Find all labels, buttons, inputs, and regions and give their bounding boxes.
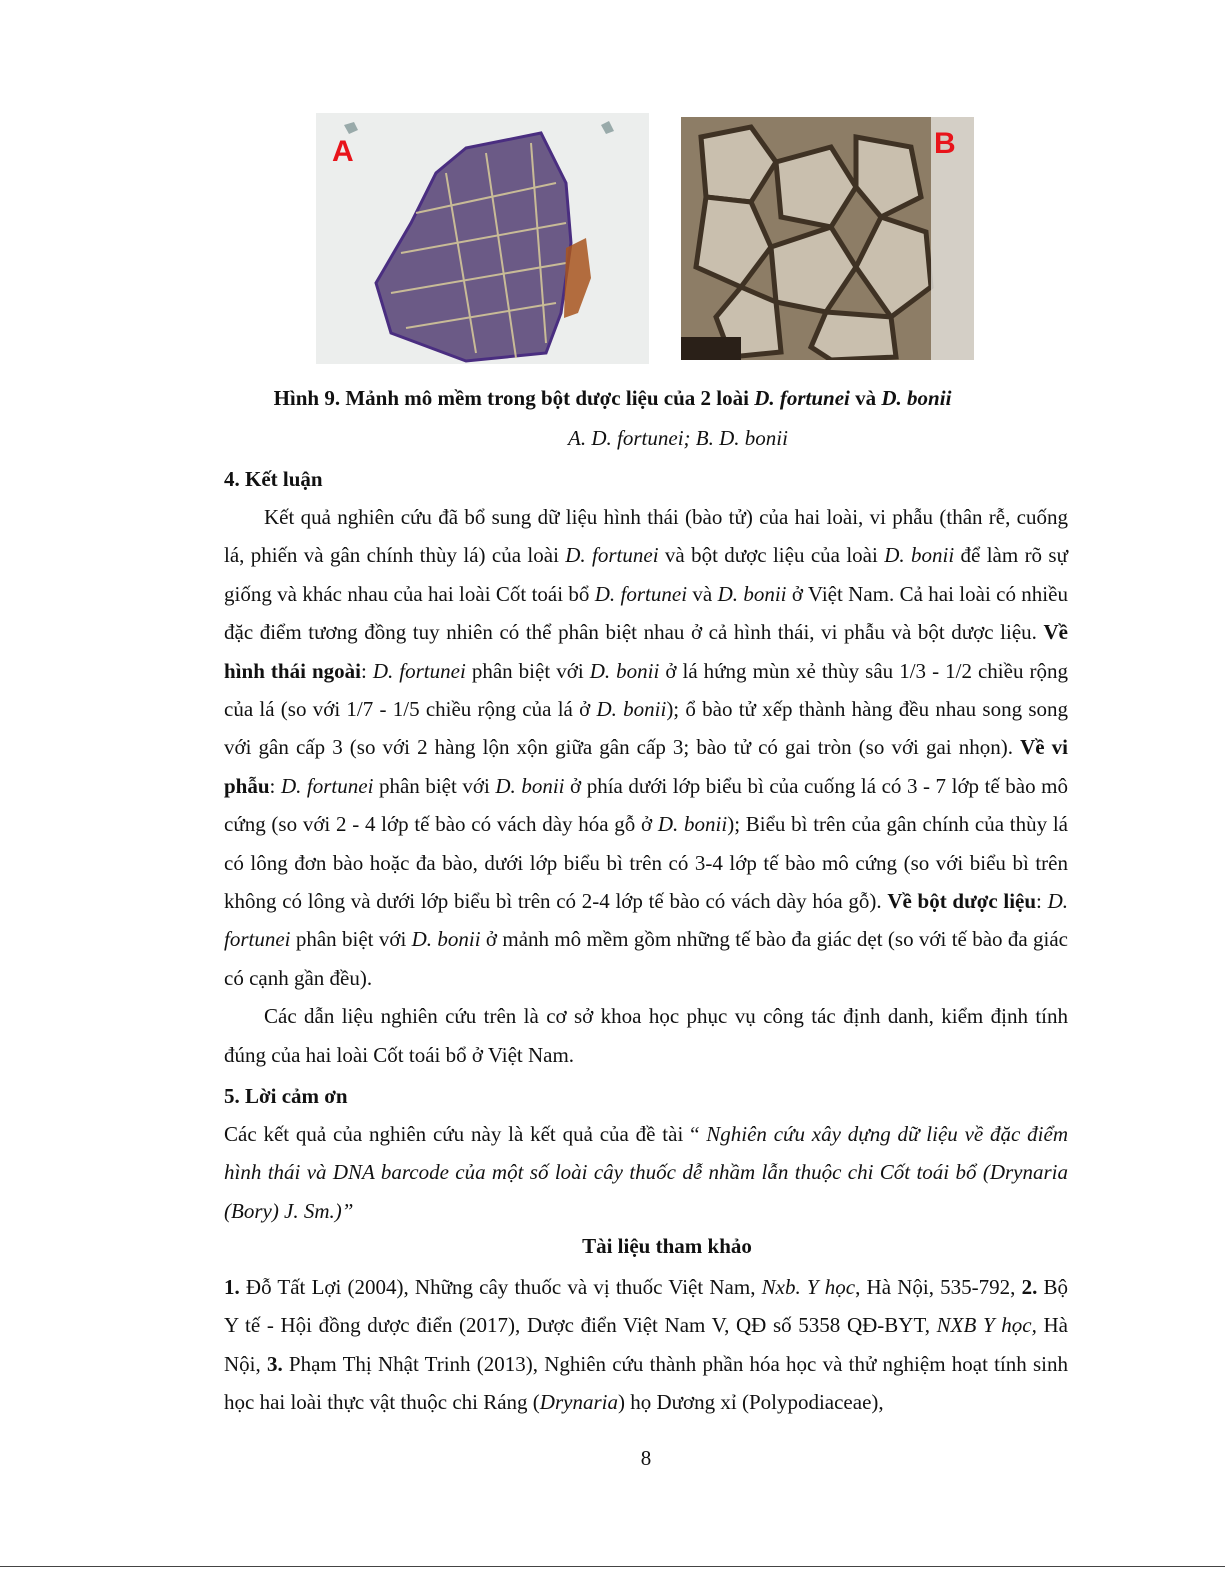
section-5-body: Các kết quả của nghiên cứu này là kết quả của đề tài “ Nghiên cứu xây dựng dữ liệu về đặc điểm hình thái và DNA barcode của một số loài cây thuốc dễ nhầm lẫn thuộc chi Cốt toái bổ (Drynaria (Bory) J. Sm.)”	[224, 1122, 1068, 1223]
figure-9	[0, 113, 1225, 365]
section-4-body: Kết quả nghiên cứu đã bổ sung dữ liệu hình thái (bào tử) của hai loài, vi phẫu (thân rễ, cuống lá, phiến và gân chính thùy lá) của loài D. fortunei và bột dược liệu của loài D. bonii để làm rõ sự giống và khác nhau của hai loài Cốt toái bổ D. fortunei và D. bonii ở Việt Nam. Cả hai loài có nhiều đặc điểm tương đồng tuy nhiên có thể phân biệt nhau ở cả hình thái, vi phẫu và bột dược liệu. Về hình thái ngoài: D. fortunei phân biệt với D. bonii ở lá hứng mùn xẻ thùy sâu 1/3 - 1/2 chiều rộng của lá (so với 1/7 - 1/5 chiều rộng của lá ở D. bonii); ổ bào tử xếp thành hàng đều nhau song song với gân cấp 3 (so với 2 hàng lộn xộn giữa gân cấp 3; bào tử có gai tròn (so với gai nhọn). Về vi phẫu: D. fortunei phân biệt với D. bonii ở phía dưới lớp biểu bì của cuống lá có 3 - 7 lớp tế bào mô cứng (so với 2 - 4 lớp tế bào có vách dày hóa gỗ ở D. bonii); Biểu bì trên của gân chính của thùy lá có lông đơn bào hoặc đa bào, dưới lớp biểu bì trên có 3-4 lớp tế bào mô cứng (so với biểu bì trên không có lông và dưới lớp biểu bì trên có 2-4 lớp tế bào có vách dày hóa gỗ). Về bột dược liệu: D. fortunei phân biệt với D. bonii ở mảnh mô mềm gồm những tế bào đa giác dẹt (so với tế bào đa giác có cạnh gần đều). Các dẫn liệu nghiên cứu trên là cơ sở khoa học phục vụ công tác định danh, kiểm định tính đúng của hai loài Cốt toái bổ ở Việt Nam.	[224, 505, 1069, 1067]
bottom-rule	[0, 1566, 1225, 1567]
page-number: 8	[640, 1446, 652, 1470]
figure-subcaption: A. D. fortunei; B. D. bonii	[568, 426, 788, 450]
micrograph-a-image	[316, 113, 649, 364]
caption-species-2: D. bonii	[881, 386, 952, 410]
section-5-heading: 5. Lời cảm ơn	[224, 1084, 348, 1108]
references-body: 1. Đỗ Tất Lợi (2004), Những cây thuốc và vị thuốc Việt Nam, Nxb. Y học, Hà Nội, 535-792, 2. Bộ Y tế - Hội đồng dược điển (2017), Dược điển Việt Nam V, QĐ số 5358 QĐ-BYT, NXB Y học, Hà Nội, 3. Phạm Thị Nhật Trinh (2013), Nghiên cứu thành phần hóa học và thử nghiệm hoạt tính sinh học hai loài thực vật thuộc chi Ráng (Drynaria) họ Dương xỉ (Polypodiaceae),	[224, 1275, 1069, 1415]
caption-and: và	[849, 386, 882, 410]
caption-prefix: Hình 9.	[273, 386, 341, 410]
caption-species-1: D. fortunei	[754, 386, 850, 410]
micrograph-b-image	[681, 117, 974, 360]
figure-caption	[0, 386, 1225, 411]
panel-label-b: B	[934, 127, 956, 160]
references-heading: Tài liệu tham khảo	[582, 1234, 752, 1258]
caption-text: Mảnh mô mềm trong bột dược liệu của 2 loài	[340, 386, 755, 410]
section-4-heading: 4. Kết luận	[224, 467, 323, 491]
panel-label-a: A	[332, 135, 354, 168]
